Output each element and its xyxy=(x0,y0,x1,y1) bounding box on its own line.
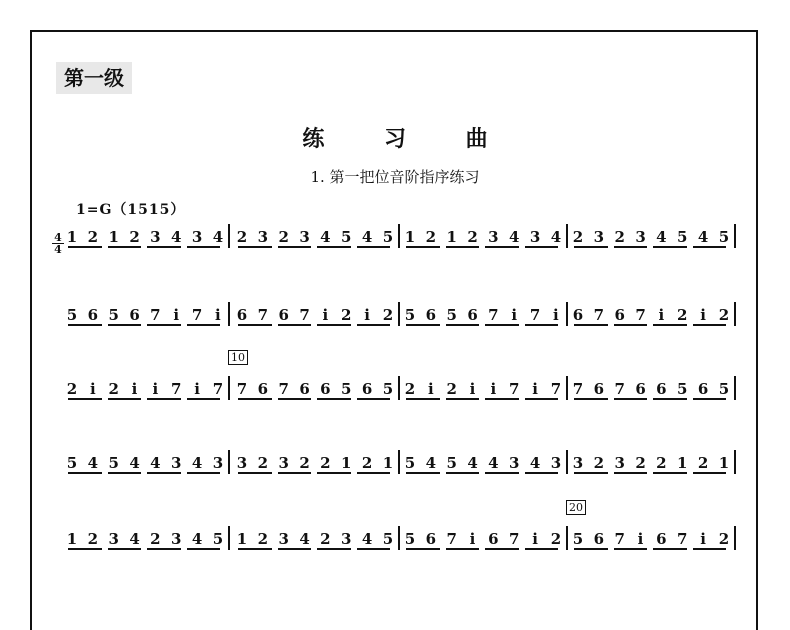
note: 4 xyxy=(467,454,478,472)
note: 7 xyxy=(614,380,625,398)
note: 6 xyxy=(257,380,269,398)
note: 2 xyxy=(635,454,646,472)
beam-underline xyxy=(187,548,221,550)
note: 5 xyxy=(341,380,352,398)
note: 3 xyxy=(529,228,541,246)
note: 7 xyxy=(236,380,248,398)
barline xyxy=(228,450,230,474)
note: 6 xyxy=(572,306,584,324)
beam-underline xyxy=(406,548,440,550)
beam-underline xyxy=(574,548,608,550)
score-row xyxy=(0,501,790,548)
beam-underline xyxy=(238,472,272,474)
note: i xyxy=(511,306,518,324)
note: 7 xyxy=(150,306,161,324)
note: 7 xyxy=(212,380,224,398)
note: 1 xyxy=(718,454,730,472)
note: i xyxy=(364,306,370,324)
beam-underline xyxy=(68,398,102,400)
beam-underline xyxy=(406,398,440,400)
note: 3 xyxy=(171,530,182,548)
note: 1 xyxy=(382,454,394,472)
note: 7 xyxy=(257,306,269,324)
beam-underline xyxy=(147,472,181,474)
beam-underline xyxy=(238,246,272,248)
note: 7 xyxy=(677,530,688,548)
beam-underline xyxy=(238,324,272,326)
beam-underline xyxy=(187,398,221,400)
note: 6 xyxy=(299,380,310,398)
note: 6 xyxy=(635,380,646,398)
note: 4 xyxy=(361,228,373,246)
note: 4 xyxy=(129,530,140,548)
beam-underline xyxy=(187,324,221,326)
note: 5 xyxy=(446,454,457,472)
note: 4 xyxy=(425,454,437,472)
measure xyxy=(232,524,398,548)
note: 7 xyxy=(191,306,203,324)
beam-underline xyxy=(574,398,608,400)
barline xyxy=(228,376,230,400)
beam-underline xyxy=(446,246,480,248)
note: 3 xyxy=(299,228,310,246)
time-signature-bottom: 4 xyxy=(54,243,62,256)
note: 2 xyxy=(446,380,457,398)
note: 3 xyxy=(572,454,584,472)
beam-underline xyxy=(147,324,181,326)
note: 6 xyxy=(278,306,289,324)
beam-underline xyxy=(357,246,391,248)
note: 3 xyxy=(236,454,248,472)
note: 7 xyxy=(550,380,562,398)
beam-underline xyxy=(446,324,480,326)
measure xyxy=(568,374,734,398)
note: 2 xyxy=(278,228,289,246)
note: 5 xyxy=(382,228,394,246)
note: 6 xyxy=(87,306,99,324)
beam-underline xyxy=(278,246,312,248)
note: 6 xyxy=(593,530,605,548)
beam-underline xyxy=(317,324,351,326)
beam-underline xyxy=(653,472,687,474)
beam-underline xyxy=(187,472,221,474)
note: 4 xyxy=(529,454,541,472)
note: 5 xyxy=(677,380,688,398)
beam-underline xyxy=(446,398,480,400)
measure xyxy=(568,524,734,548)
beam-underline xyxy=(574,324,608,326)
note: 3 xyxy=(278,454,289,472)
note: i xyxy=(469,380,476,398)
beam-underline xyxy=(147,246,181,248)
rehearsal-mark: 20 xyxy=(566,500,586,515)
note: i xyxy=(532,380,538,398)
note: 4 xyxy=(191,454,203,472)
beam-underline xyxy=(614,246,648,248)
note: 7 xyxy=(488,306,499,324)
note: 2 xyxy=(404,380,416,398)
beam-underline xyxy=(653,246,687,248)
note: 4 xyxy=(129,454,140,472)
beam-underline xyxy=(278,548,312,550)
score-row xyxy=(0,351,790,398)
measure xyxy=(62,524,228,548)
note: 1 xyxy=(677,454,688,472)
beam-underline xyxy=(614,398,648,400)
note: 4 xyxy=(656,228,667,246)
beam-underline xyxy=(485,548,519,550)
note: 6 xyxy=(656,530,667,548)
note: 1 xyxy=(66,228,78,246)
note: i xyxy=(700,530,706,548)
note: 2 xyxy=(677,306,688,324)
note: 2 xyxy=(361,454,373,472)
note: 6 xyxy=(361,380,373,398)
note: 2 xyxy=(593,454,605,472)
note: 2 xyxy=(656,454,667,472)
measure xyxy=(62,300,228,324)
beam-underline xyxy=(68,472,102,474)
note: 2 xyxy=(320,454,331,472)
note: 6 xyxy=(425,306,437,324)
note: 4 xyxy=(361,530,373,548)
note: 4 xyxy=(150,454,161,472)
barline xyxy=(734,450,736,474)
beam-underline xyxy=(317,246,351,248)
beam-underline xyxy=(108,246,142,248)
note: 7 xyxy=(446,530,457,548)
beam-underline xyxy=(485,472,519,474)
beam-underline xyxy=(693,246,727,248)
beam-underline xyxy=(653,398,687,400)
note: 7 xyxy=(509,380,520,398)
note: 2 xyxy=(236,228,248,246)
beam-underline xyxy=(147,548,181,550)
note: 7 xyxy=(529,306,541,324)
note: 5 xyxy=(212,530,224,548)
note: 2 xyxy=(87,530,99,548)
measure xyxy=(400,300,566,324)
note: 2 xyxy=(572,228,584,246)
note: 4 xyxy=(697,228,709,246)
note: 2 xyxy=(425,228,437,246)
score-row xyxy=(0,448,790,472)
note: 6 xyxy=(236,306,248,324)
beam-underline xyxy=(485,246,519,248)
note: 4 xyxy=(299,530,310,548)
note: i xyxy=(700,306,706,324)
note: 6 xyxy=(593,380,605,398)
note: 2 xyxy=(718,530,730,548)
note: 2 xyxy=(299,454,310,472)
note: 7 xyxy=(572,380,584,398)
beam-underline xyxy=(238,398,272,400)
piece-title: 练 习 曲 xyxy=(302,127,514,152)
note: 4 xyxy=(191,530,203,548)
note: 6 xyxy=(425,530,437,548)
beam-underline xyxy=(406,472,440,474)
barline xyxy=(734,526,736,550)
measure xyxy=(400,524,566,548)
beam-underline xyxy=(574,246,608,248)
measure xyxy=(62,374,228,398)
measure xyxy=(232,222,398,246)
note: 2 xyxy=(341,306,352,324)
note: 2 xyxy=(257,454,269,472)
beam-underline xyxy=(238,548,272,550)
note: i xyxy=(131,380,138,398)
note: 6 xyxy=(320,380,331,398)
note: 6 xyxy=(488,530,499,548)
note: 4 xyxy=(320,228,331,246)
note: 2 xyxy=(87,228,99,246)
note: 5 xyxy=(446,306,457,324)
note: 3 xyxy=(488,228,499,246)
note: i xyxy=(173,306,180,324)
beam-underline xyxy=(68,324,102,326)
note: 5 xyxy=(404,454,416,472)
measure xyxy=(568,222,734,246)
rehearsal-mark: 10 xyxy=(228,350,248,365)
note: 5 xyxy=(404,530,416,548)
note: i xyxy=(215,306,221,324)
note: 3 xyxy=(150,228,161,246)
time-signature-top: 4 xyxy=(54,231,62,244)
measure xyxy=(400,374,566,398)
beam-underline xyxy=(108,472,142,474)
barline xyxy=(228,224,230,248)
note: 5 xyxy=(66,454,78,472)
barline xyxy=(228,526,230,550)
note: i xyxy=(427,380,434,398)
note: 7 xyxy=(593,306,605,324)
note: 3 xyxy=(191,228,203,246)
note: i xyxy=(637,530,644,548)
key-signature: 1=G（1515） xyxy=(76,202,186,218)
note: 1 xyxy=(108,228,119,246)
beam-underline xyxy=(614,324,648,326)
note: 4 xyxy=(87,454,99,472)
barline xyxy=(734,376,736,400)
beam-underline xyxy=(693,324,727,326)
note: 1 xyxy=(404,228,416,246)
note: 3 xyxy=(278,530,289,548)
note: 3 xyxy=(212,454,224,472)
measure xyxy=(568,448,734,472)
beam-underline xyxy=(357,472,391,474)
note: i xyxy=(490,380,497,398)
beam-underline xyxy=(693,472,727,474)
note: 5 xyxy=(718,228,730,246)
note: 1 xyxy=(66,530,78,548)
score-row xyxy=(0,222,790,246)
note: 3 xyxy=(593,228,605,246)
note: 3 xyxy=(635,228,646,246)
note: 7 xyxy=(509,530,520,548)
beam-underline xyxy=(278,472,312,474)
barline xyxy=(734,224,736,248)
note: 5 xyxy=(718,380,730,398)
note: 6 xyxy=(129,306,140,324)
note: 5 xyxy=(572,530,584,548)
note: 3 xyxy=(614,454,625,472)
note: i xyxy=(469,530,476,548)
beam-underline xyxy=(108,548,142,550)
measure xyxy=(400,222,566,246)
note: 5 xyxy=(404,306,416,324)
beam-underline xyxy=(485,398,519,400)
note: 2 xyxy=(614,228,625,246)
beam-underline xyxy=(653,548,687,550)
beam-underline xyxy=(317,398,351,400)
barline xyxy=(734,302,736,326)
beam-underline xyxy=(525,246,559,248)
beam-underline xyxy=(317,472,351,474)
measure xyxy=(232,448,398,472)
beam-underline xyxy=(147,398,181,400)
beam-underline xyxy=(446,548,480,550)
note: 4 xyxy=(550,228,562,246)
beam-underline xyxy=(693,398,727,400)
note: 5 xyxy=(382,380,394,398)
note: 6 xyxy=(614,306,625,324)
note: 2 xyxy=(66,380,78,398)
beam-underline xyxy=(446,472,480,474)
note: i xyxy=(152,380,159,398)
note: 4 xyxy=(212,228,224,246)
note: 6 xyxy=(656,380,667,398)
note: 3 xyxy=(257,228,269,246)
note: 2 xyxy=(382,306,394,324)
beam-underline xyxy=(574,472,608,474)
note: 6 xyxy=(467,306,478,324)
exercise-title: 1. 第一把位音阶指序练习 xyxy=(310,168,480,186)
note: 3 xyxy=(171,454,182,472)
measure xyxy=(568,300,734,324)
note: 1 xyxy=(341,454,352,472)
beam-underline xyxy=(68,548,102,550)
note: 2 xyxy=(129,228,140,246)
note: 1 xyxy=(236,530,248,548)
beam-underline xyxy=(525,472,559,474)
note: 2 xyxy=(550,530,562,548)
note: 7 xyxy=(171,380,182,398)
note: 4 xyxy=(171,228,182,246)
note: 3 xyxy=(509,454,520,472)
note: 3 xyxy=(108,530,119,548)
note: 2 xyxy=(108,380,119,398)
note: i xyxy=(532,530,538,548)
beam-underline xyxy=(525,548,559,550)
beam-underline xyxy=(485,324,519,326)
note: 2 xyxy=(320,530,331,548)
note: 6 xyxy=(697,380,709,398)
beam-underline xyxy=(278,324,312,326)
note: 3 xyxy=(341,530,352,548)
note: 1 xyxy=(446,228,457,246)
beam-underline xyxy=(406,324,440,326)
note: 5 xyxy=(382,530,394,548)
beam-underline xyxy=(317,548,351,550)
beam-underline xyxy=(108,398,142,400)
beam-underline xyxy=(357,398,391,400)
note: 4 xyxy=(488,454,499,472)
beam-underline xyxy=(187,246,221,248)
barline xyxy=(228,302,230,326)
beam-underline xyxy=(108,324,142,326)
beam-underline xyxy=(693,548,727,550)
note: 5 xyxy=(66,306,78,324)
note: i xyxy=(89,380,96,398)
note: 2 xyxy=(150,530,161,548)
note: i xyxy=(194,380,200,398)
note: 3 xyxy=(550,454,562,472)
note: 4 xyxy=(509,228,520,246)
note: 2 xyxy=(467,228,478,246)
measure xyxy=(232,300,398,324)
measure xyxy=(400,448,566,472)
note: 7 xyxy=(278,380,289,398)
beam-underline xyxy=(406,246,440,248)
note: 5 xyxy=(108,454,119,472)
beam-underline xyxy=(525,324,559,326)
note: i xyxy=(658,306,665,324)
note: 2 xyxy=(697,454,709,472)
note: 5 xyxy=(108,306,119,324)
beam-underline xyxy=(525,398,559,400)
score-row xyxy=(0,300,790,324)
note: 2 xyxy=(257,530,269,548)
measure xyxy=(62,222,228,246)
note: 5 xyxy=(677,228,688,246)
note: 7 xyxy=(635,306,646,324)
measure xyxy=(62,448,228,472)
level-badge: 第一级 xyxy=(56,62,132,94)
beam-underline xyxy=(278,398,312,400)
beam-underline xyxy=(614,472,648,474)
note: 5 xyxy=(341,228,352,246)
beam-underline xyxy=(357,324,391,326)
beam-underline xyxy=(653,324,687,326)
beam-underline xyxy=(614,548,648,550)
note: i xyxy=(322,306,329,324)
note: 7 xyxy=(614,530,625,548)
note: 7 xyxy=(299,306,310,324)
beam-underline xyxy=(68,246,102,248)
beam-underline xyxy=(357,548,391,550)
note: i xyxy=(553,306,559,324)
measure xyxy=(232,374,398,398)
note: 2 xyxy=(718,306,730,324)
